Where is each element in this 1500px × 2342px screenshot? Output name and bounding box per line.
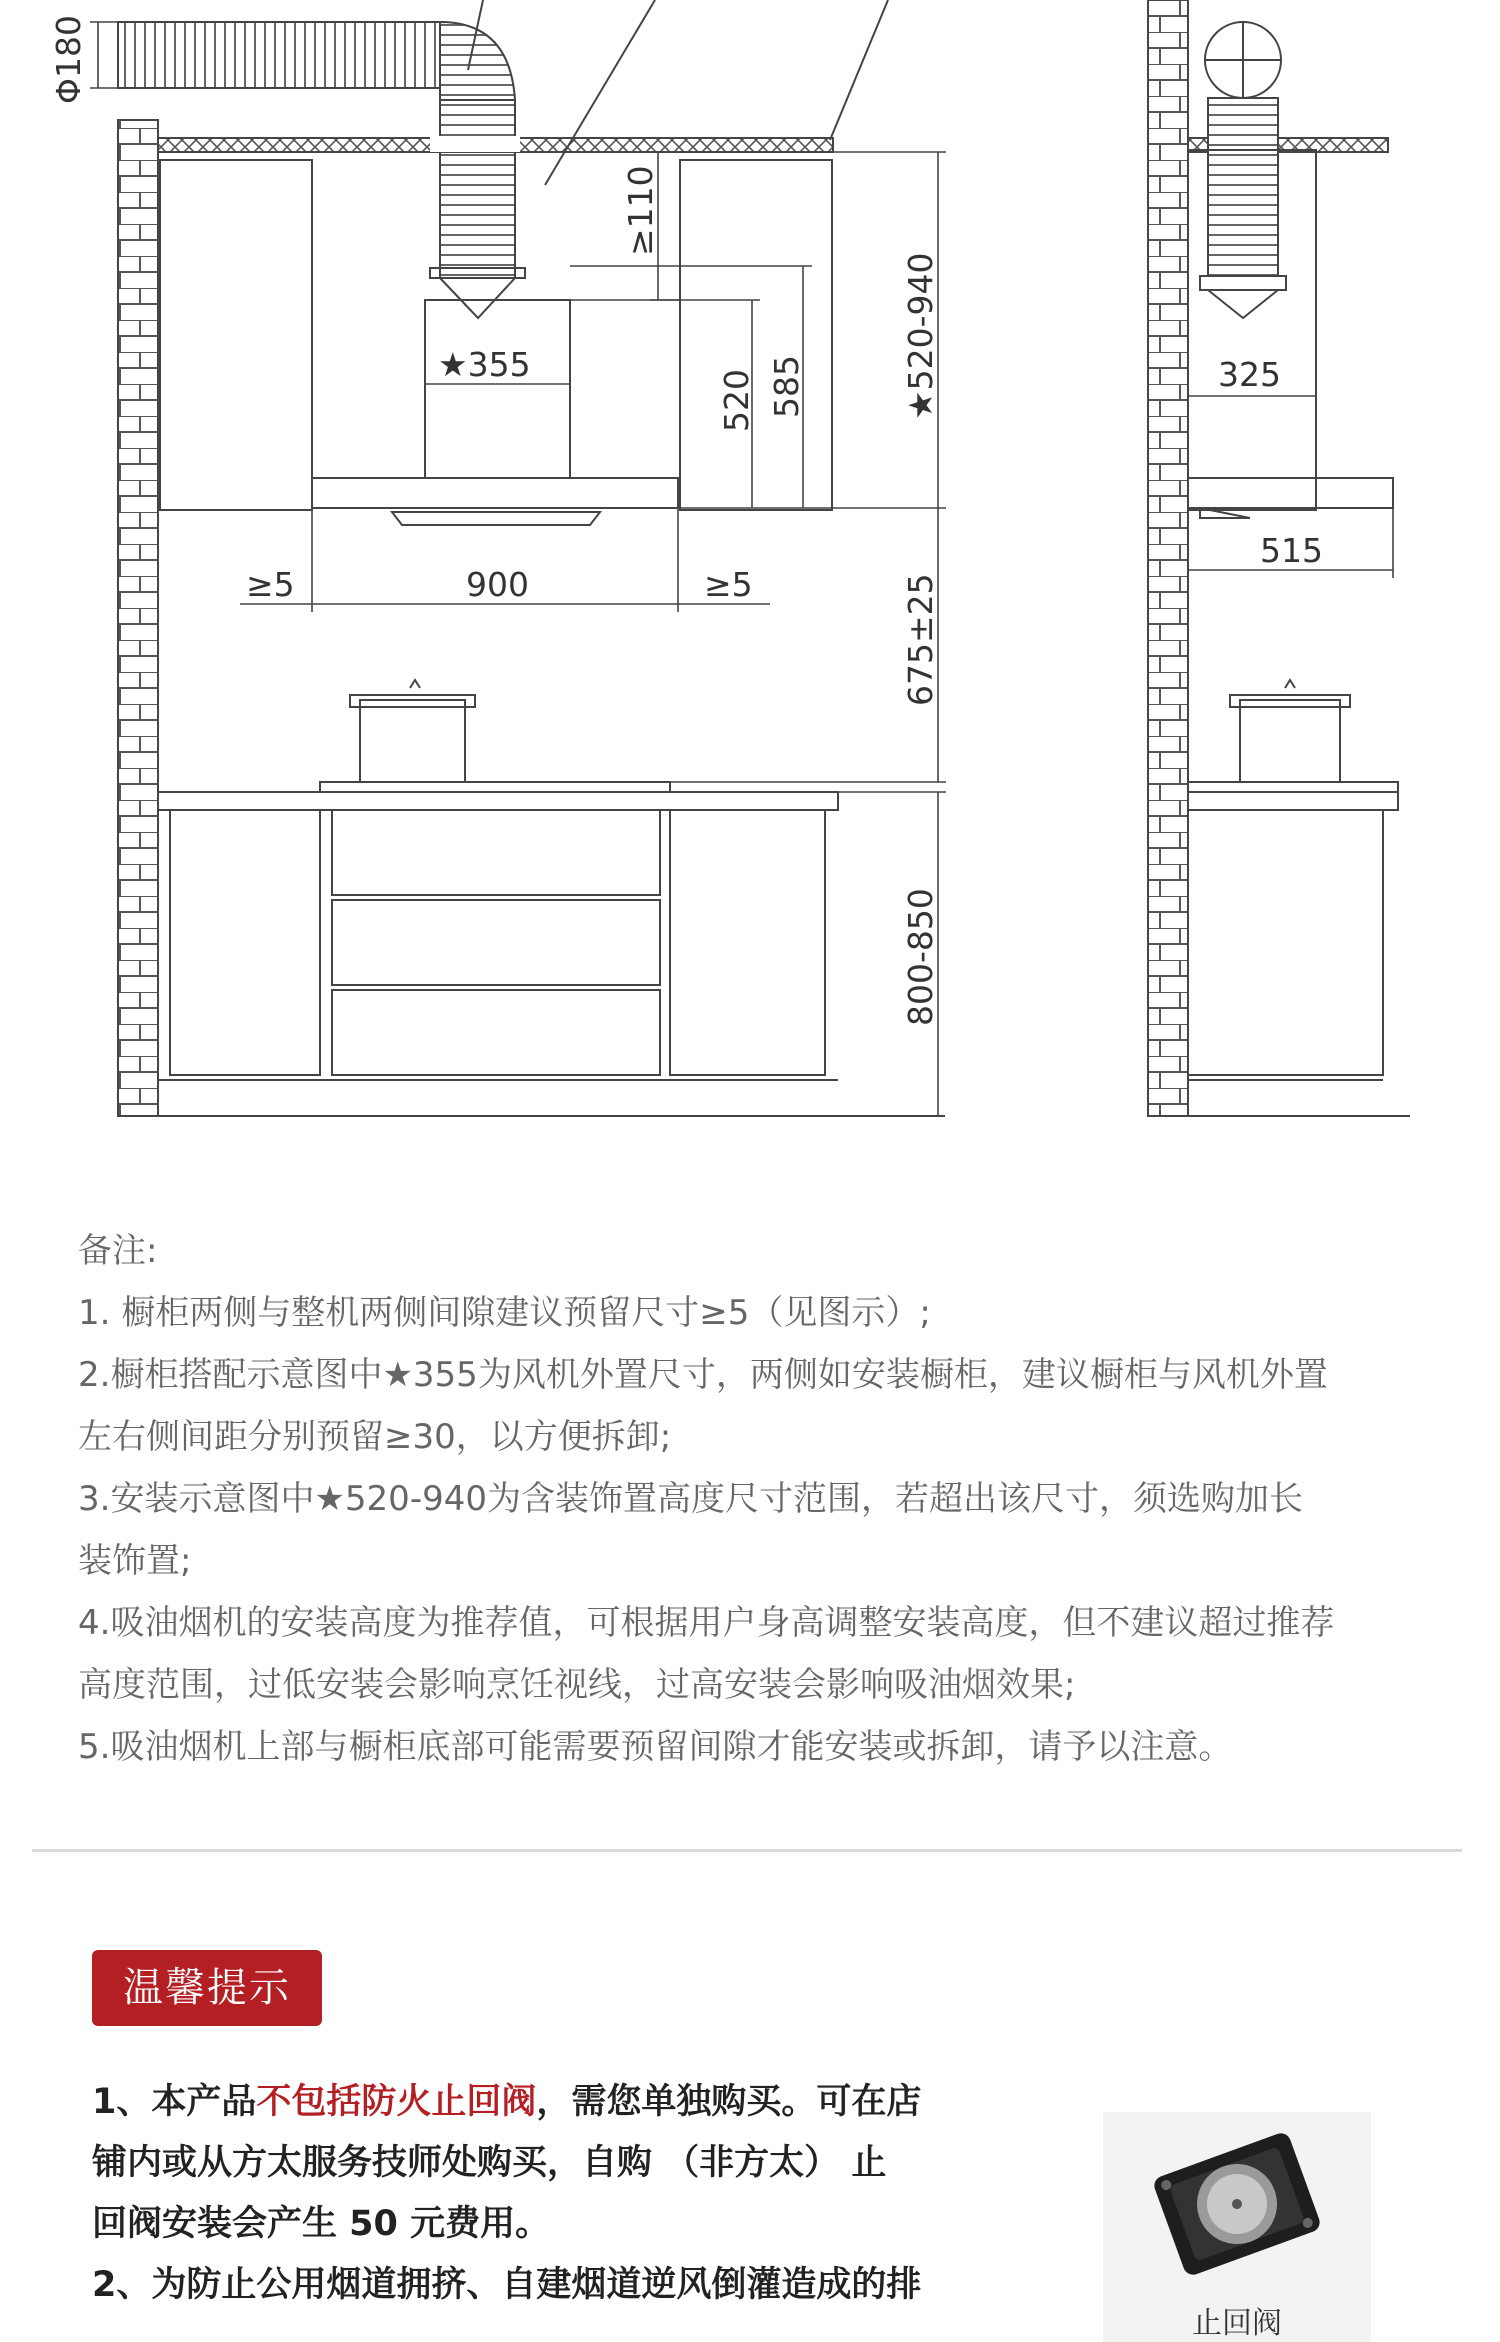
note-line: 3.安装示意图中★520-940为含装饰置高度尺寸范围，若超出该尺寸，须选购加长 bbox=[78, 1479, 1303, 1519]
section-divider bbox=[32, 1849, 1462, 1852]
valve-product-card bbox=[1103, 2112, 1371, 2342]
countertop bbox=[158, 792, 838, 810]
label-hood-star: ★355 bbox=[438, 345, 531, 384]
note-line: 5.吸油烟机上部与橱柜底部可能需要预留间隙才能安装或拆卸，请予以注意。 bbox=[78, 1727, 1233, 1767]
tip-highlight: 不包括防火止回阀 bbox=[256, 2082, 537, 2122]
label-side-515: 515 bbox=[1260, 531, 1323, 570]
tip-line: 回阀安装会产生 50 元费用。 bbox=[92, 2204, 551, 2244]
note-line: 装饰置; bbox=[78, 1541, 192, 1581]
front-wall bbox=[118, 120, 158, 1116]
label-total-range: ★520-940 bbox=[901, 252, 940, 420]
tip-line: 2、为防止公用烟道拥挤、自建烟道逆风倒灌造成的排 bbox=[92, 2265, 922, 2305]
side-vertical-duct bbox=[1208, 98, 1278, 276]
horizontal-duct bbox=[118, 22, 443, 88]
label-side-325: 325 bbox=[1218, 355, 1281, 394]
hood-body bbox=[312, 478, 678, 508]
label-gap-left: ≥5 bbox=[246, 565, 295, 604]
check-valve-icon bbox=[1103, 2112, 1371, 2302]
label-585: 585 bbox=[767, 355, 806, 418]
label-cabinet-height: 800-850 bbox=[901, 888, 940, 1026]
note-line: 左右侧间距分别预留≥30，以方便拆卸; bbox=[78, 1417, 672, 1457]
hood-glass bbox=[392, 512, 600, 525]
upper-cabinet-right bbox=[680, 160, 832, 510]
notes-section bbox=[78, 1220, 1418, 1778]
upper-cabinet-left bbox=[160, 160, 312, 510]
side-hood bbox=[1188, 478, 1393, 508]
tip-line: 铺内或从方太服务技师处购买，自购 （非方太） 止 bbox=[92, 2143, 887, 2183]
vertical-duct bbox=[440, 100, 515, 278]
label-top-gap: ≥110 bbox=[621, 165, 660, 256]
label-520: 520 bbox=[717, 369, 756, 432]
tip-prefix: 1、本产品 bbox=[92, 2082, 257, 2122]
notes-title: 备注: bbox=[78, 1231, 158, 1271]
pot bbox=[360, 700, 465, 782]
side-wall bbox=[1148, 0, 1188, 1116]
label-phi180: Φ180 bbox=[49, 15, 88, 104]
note-line: 4.吸油烟机的安装高度为推荐值，可根据用户身高调整安装高度，但不建议超过推荐 bbox=[78, 1603, 1335, 1643]
installation-diagram bbox=[0, 0, 1500, 1160]
tip-suffix: ，需您单独购买。可在店 bbox=[536, 2082, 922, 2122]
chimney-cover bbox=[425, 300, 570, 478]
tips-section bbox=[92, 2072, 1022, 2316]
valve-caption: 止回阀 bbox=[1192, 2306, 1282, 2341]
cooktop bbox=[320, 782, 670, 792]
duct-elbow bbox=[440, 22, 515, 100]
tip-line bbox=[92, 2072, 1022, 2133]
tips-badge: 温馨提示 bbox=[92, 1950, 322, 2026]
label-install-height: 675±25 bbox=[901, 573, 940, 706]
note-line: 2.橱柜搭配示意图中★355为风机外置尺寸，两侧如安装橱柜，建议橱柜与风机外置 bbox=[78, 1355, 1328, 1395]
note-line: 高度范围，过低安装会影响烹饪视线，过高安装会影响吸油烟效果; bbox=[78, 1665, 1076, 1705]
label-gap-right: ≥5 bbox=[704, 565, 753, 604]
label-hood-width: 900 bbox=[466, 565, 529, 604]
note-line: 1. 橱柜两侧与整机两侧间隙建议预留尺寸≥5（见图示）; bbox=[78, 1293, 931, 1333]
